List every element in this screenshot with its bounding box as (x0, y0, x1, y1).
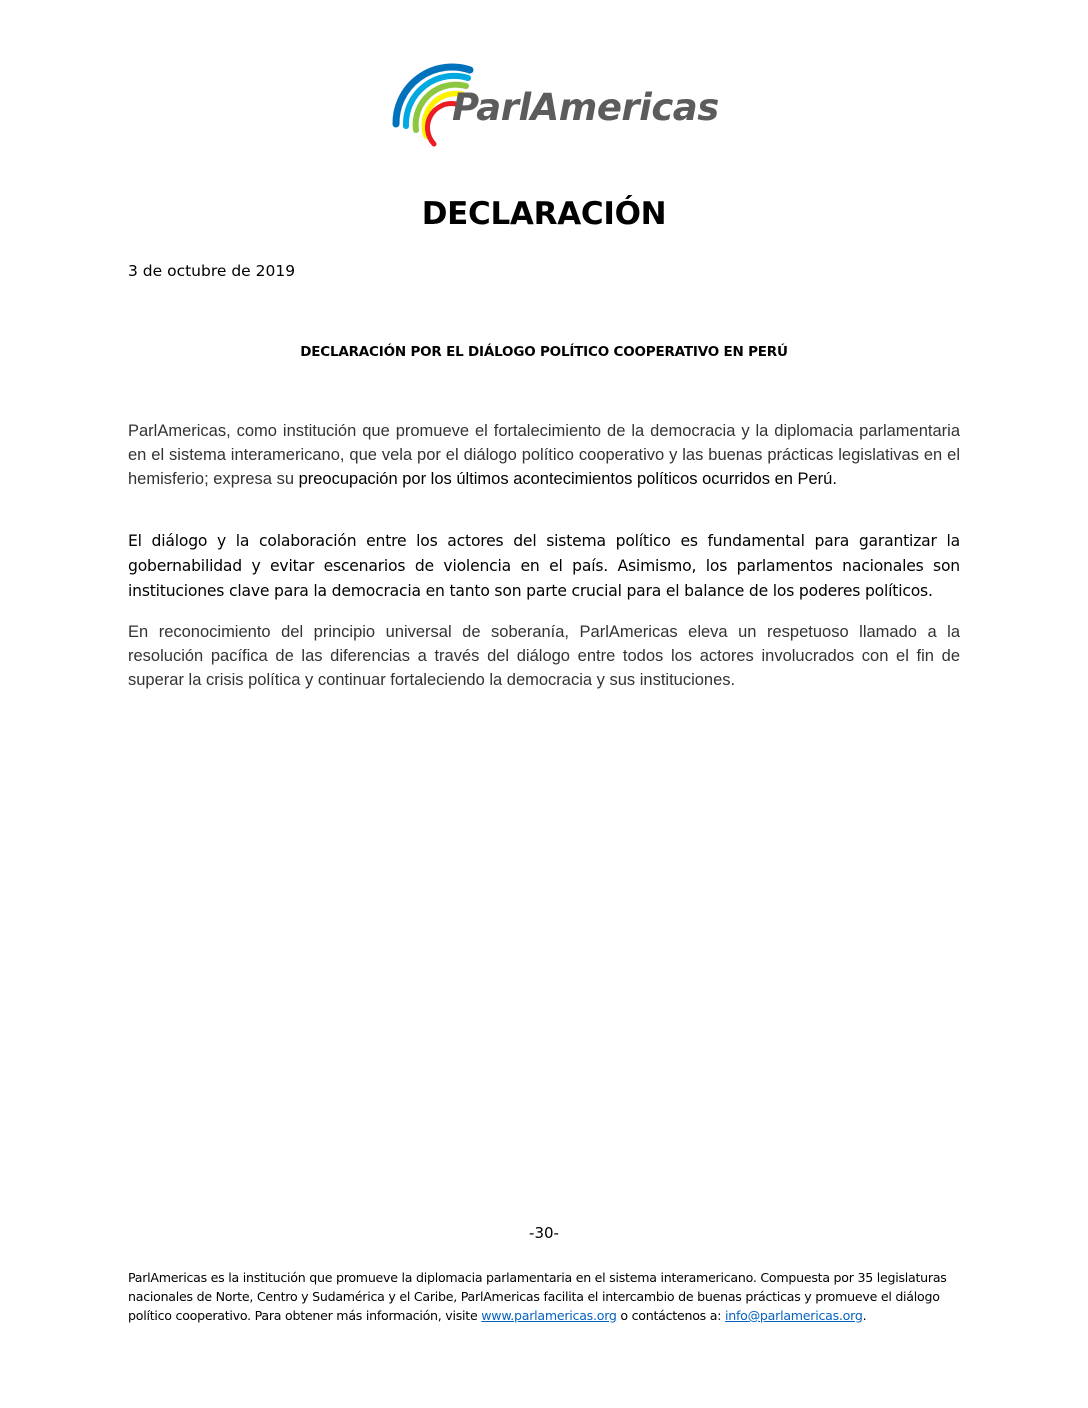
page-number: -30- (529, 1224, 559, 1242)
footer-note (128, 1268, 960, 1325)
paragraph-3: En reconocimiento del principio universal de soberanía, ParlAmericas eleva un respetuoso llamado a la resolución pacífica de las diferencias a través del diálogo entre todos los actores involucrados con el fin de superar la crisis política y continuar fortaleciendo la democracia y sus instituciones. (128, 623, 960, 689)
footer-text-b: o contáctenos a: (616, 1308, 725, 1323)
document-title: DECLARACIÓN (421, 196, 667, 232)
website-link[interactable]: www.parlamericas.org (481, 1308, 617, 1323)
footer-text-c: . (862, 1308, 867, 1323)
logo-wordmark: ParlAmericas (452, 86, 719, 129)
document-date: 3 de octubre de 2019 (128, 262, 296, 280)
footer-text-a: ParlAmericas es la institución que promueve la diplomacia parlamentaria en el sistema interamericano. Compuesta por 35 legislaturas nacionales de Norte, Centro y Sudamérica y el Caribe, ParlAmericas facilita el intercambio de buenas prácticas y promueve el diálogo político cooperativo. Para obtener más información, visite (128, 1270, 947, 1323)
paragraph-1-part-b: preocupación por los últimos acontecimientos políticos ocurridos en Perú. (298, 470, 837, 488)
paragraph-1-part-a: ParlAmericas, como institución que promueve el fortalecimiento de la democracia y la diplomacia parlamentaria en el sistema interamericano, que vela por el diálogo político cooperativo y las buenas prácticas legislativas en el hemisferio; expresa su (128, 422, 960, 488)
document-subtitle: DECLARACIÓN POR EL DIÁLOGO POLÍTICO COOPERATIVO EN PERÚ (300, 344, 788, 360)
paragraph-2: El diálogo y la colaboración entre los actores del sistema político es fundamental para garantizar la gobernabilidad y evitar escenarios de violencia en el país. Asimismo, los parlamentos nacionales son instituciones clave para la democracia en tanto son parte crucial para el balance de los poderes políticos. (128, 532, 960, 600)
parlamericas-logo (390, 62, 719, 172)
paragraph-1 (128, 419, 960, 491)
email-link[interactable]: info@parlamericas.org (724, 1308, 863, 1323)
